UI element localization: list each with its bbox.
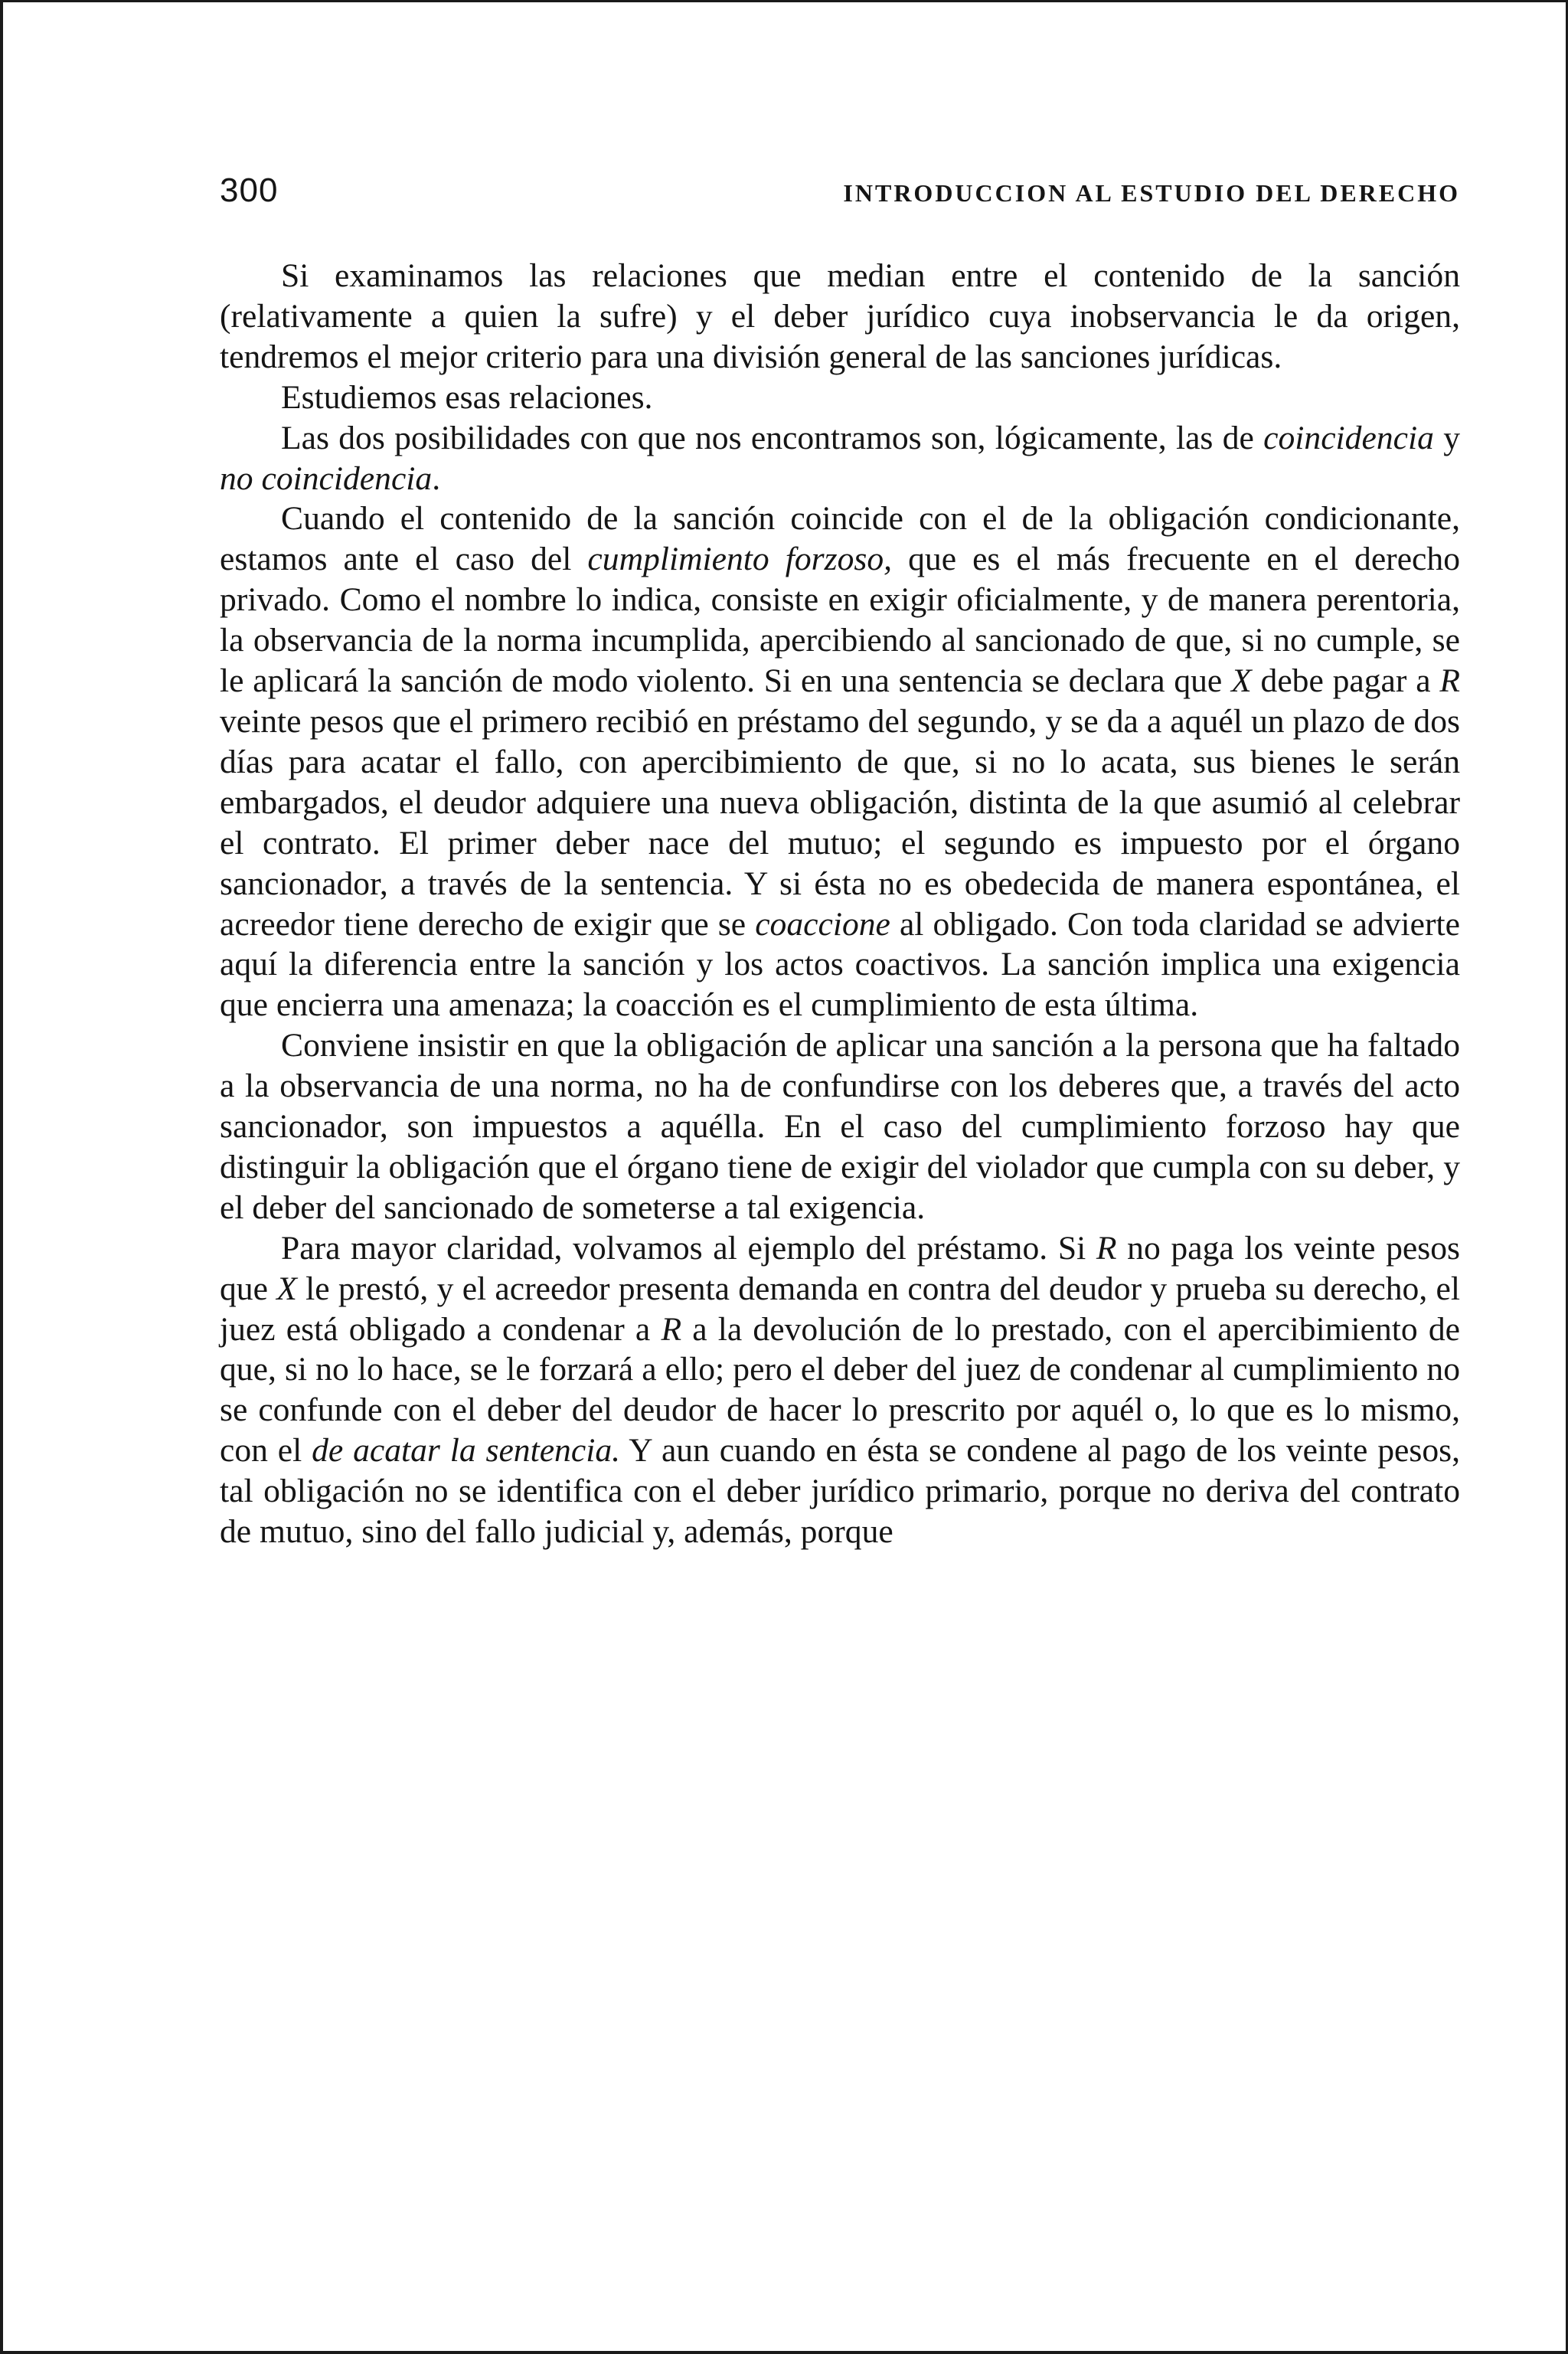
text-segment: Conviene insistir en que la obligación de aplicar una sanción a la persona que ha faltado a la observancia de una norma, no ha de confundirse con los deberes que, a través del acto sancionador, son impuestos a aquélla. En el caso del cumplimiento forzoso hay que distinguir la obligación que el órgano tiene de exigir del violador que cumpla con su deber, y el deber del sancionado de someterse a tal exigencia.	[220, 1027, 1460, 1226]
text-segment: Cuando el contenido de la sanción coincide con el de la obligación condicionante, estamos ante el caso del	[220, 500, 1460, 578]
text-segment: Si examinamos las relaciones que median entre el contenido de la sanción (relativamente a quien la sufre) y el deber jurídico cuya inobservancia le da origen, tendremos el mejor criterio para una división general de las sanciones jurídicas.	[220, 257, 1460, 375]
text-segment: Para mayor claridad, volvamos al ejemplo del préstamo. Si	[281, 1229, 1096, 1267]
text-segment: a la devolución de lo prestado, con el apercibimiento de que, si no lo hace, se le forzará a ello; pero el deber del juez de condenar al cumplimiento no se confunde con el deber del deudor de hacer lo prescrito por aquél o, lo que es lo mismo, con el	[220, 1310, 1461, 1470]
italic-variable-x: X	[1231, 662, 1252, 700]
running-title: INTRODUCCION AL ESTUDIO DEL DERECHO	[843, 179, 1460, 207]
italic-variable-r: R	[1096, 1229, 1117, 1267]
text-segment: Y aun cuando en ésta se condene al pago de los veinte pesos, tal obligación no se identifica con el deber jurídico primario, porque no deriva del contrato de mutuo, sino del fallo judicial y, además, porque	[220, 1432, 1460, 1551]
italic-term-coincidencia: coincidencia	[1263, 419, 1434, 456]
body-text	[220, 256, 1460, 1552]
italic-variable-x: X	[276, 1270, 297, 1307]
paragraph-2	[220, 378, 1460, 418]
text-segment: veinte pesos que el primero recibió en préstamo del segundo, y se da a aquél un plazo de dos días para acatar el fallo, con apercibimiento de que, si no lo acata, sus bienes le serán embargados, el deudor adquiere una nueva obligación, distinta de la que asumió al celebrar el contrato. El primer deber nace del mutuo; el segundo es impuesto por el órgano sancionador, a través de la sentencia. Y si ésta no es obedecida de manera espontánea, el acreedor tiene derecho de exigir que se	[220, 702, 1460, 943]
paragraph-1	[220, 256, 1460, 378]
italic-term-no-coincidencia: no coincidencia	[220, 459, 433, 497]
paragraph-4	[220, 499, 1460, 1025]
text-segment: le prestó, y el acreedor presenta demanda en contra del deudor y prueba su derecho, el juez está obligado a condenar a	[220, 1270, 1460, 1348]
page-number: 300	[220, 172, 279, 209]
running-head	[220, 172, 1460, 217]
text-segment: .	[432, 459, 441, 497]
italic-term-cumplimiento-forzoso: cumplimiento forzoso,	[587, 541, 893, 578]
text-segment: Las dos posibilidades con que nos encontramos son, lógicamente, las de	[281, 419, 1264, 456]
italic-term-coaccione: coaccione	[755, 905, 890, 943]
text-segment: al obligado. Con toda claridad se advierte aquí la diferencia entre la sanción y los actos coactivos. La sanción implica una exigencia que encierra una amenaza; la coacción es el cumplimiento de esta última.	[220, 905, 1460, 1024]
paragraph-5	[220, 1025, 1460, 1228]
paragraph-3	[220, 418, 1460, 499]
italic-variable-r: R	[661, 1310, 682, 1348]
italic-variable-r: R	[1439, 662, 1461, 700]
text-segment: que es el más frecuente en el derecho privado. Como el nombre lo indica, consiste en exigir oficialmente, y de manera perentoria, la observancia de la norma incumplida, apercibiendo al sancionado de que, si no cumple, se le aplicará la sanción de modo violento. Si en una sentencia se declara que	[220, 541, 1460, 700]
text-segment: Estudiemos esas relaciones.	[281, 378, 653, 416]
paragraph-6	[220, 1228, 1460, 1552]
text-segment: no paga los veinte pesos que	[220, 1229, 1460, 1307]
text-segment: y	[1433, 419, 1460, 456]
italic-term-acatar-sentencia: de acatar la sentencia.	[312, 1432, 621, 1470]
text-segment: debe pagar a	[1251, 662, 1440, 700]
book-page	[220, 172, 1460, 1552]
